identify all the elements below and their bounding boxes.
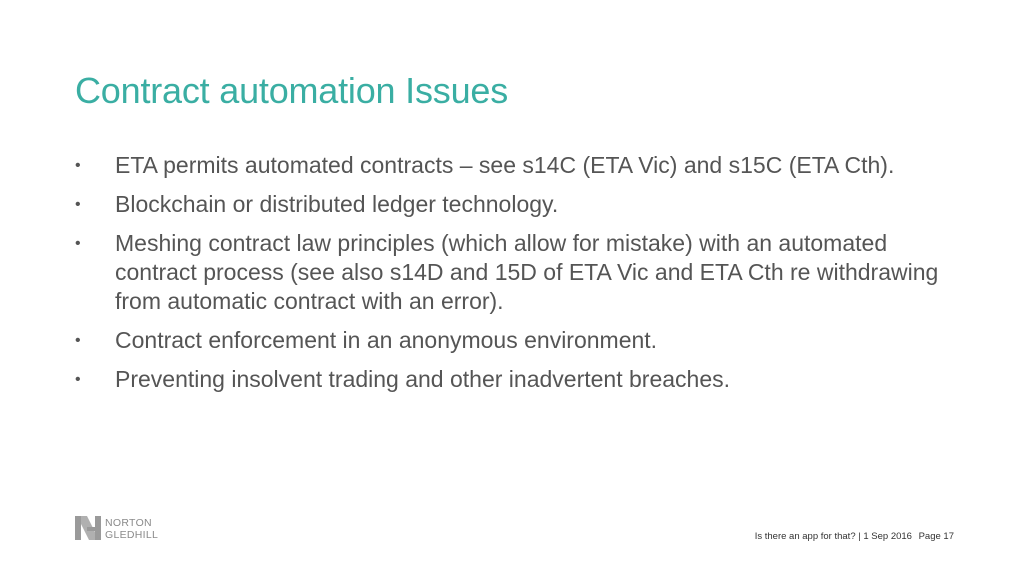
bullet-item	[75, 365, 955, 394]
slide-footer	[751, 531, 954, 542]
bullet-item	[75, 229, 955, 316]
bullet-item	[75, 190, 955, 219]
bullet-marker: •	[75, 235, 81, 252]
bullet-marker: •	[75, 157, 81, 174]
bullet-marker: •	[75, 371, 81, 388]
logo-line-2: GLEDHILL	[105, 529, 159, 541]
norton-gledhill-logo	[75, 514, 175, 544]
norton-gledhill-logo-icon	[75, 516, 101, 540]
bullet-item	[75, 326, 955, 355]
slide-title: Contract automation Issues	[75, 70, 509, 111]
footer-text: Is there an app for that? | 1 Sep 2016	[754, 531, 912, 542]
bullet-text: ETA permits automated contracts – see s14C (ETA Vic) and s15C (ETA Cth).	[115, 152, 895, 178]
page-number: Page 17	[918, 531, 954, 542]
bullet-marker: •	[75, 332, 81, 349]
bullet-text: Meshing contract law principles (which allow for mistake) with an automated contract process (see also s14D and 15D of ETA Vic and ETA Cth re withdrawing from automatic contract with an error).	[115, 230, 939, 314]
bullet-text: Blockchain or distributed ledger technology.	[115, 191, 559, 217]
bullet-item	[75, 151, 955, 180]
logo-wordmark	[105, 517, 158, 541]
bullet-marker: •	[75, 196, 81, 213]
bullet-text: Contract enforcement in an anonymous environment.	[115, 327, 658, 353]
bullet-text: Preventing insolvent trading and other inadvertent breaches.	[115, 366, 731, 392]
bullet-list	[75, 151, 955, 404]
logo-line-1: NORTON	[105, 517, 152, 529]
